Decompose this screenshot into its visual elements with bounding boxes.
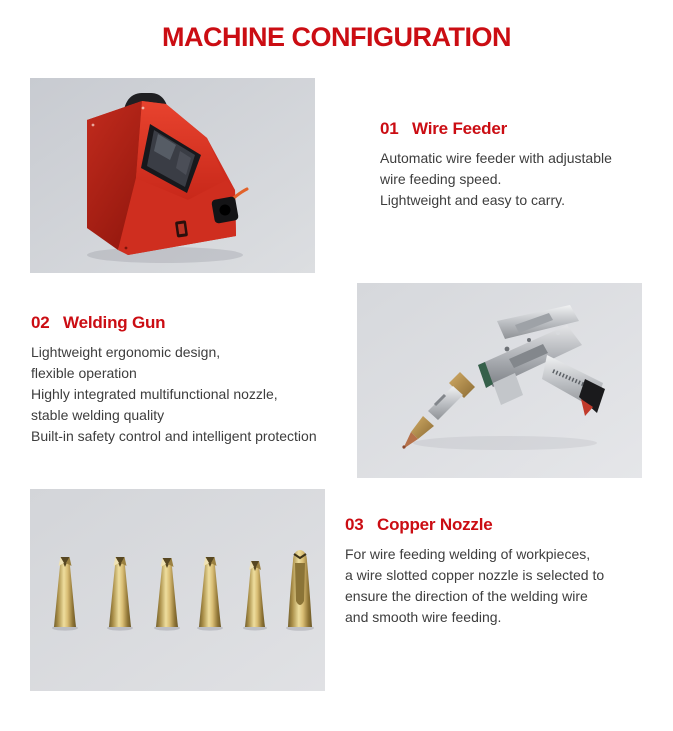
description-line: For wire feeding welding of workpieces, [345,546,591,562]
section-description [345,544,604,628]
wire-feeder-illustration [30,78,315,273]
section-heading-wire-feeder [380,118,612,140]
description-line: Built-in safety control and intelligent protection [31,428,317,444]
section-wire-feeder-text [380,118,612,211]
description-line: a wire slotted copper nozzle is selected to [345,567,605,583]
description-line: Lightweight ergonomic design, [31,344,221,360]
section-copper-nozzle-text [345,514,604,628]
section-name: Wire Feeder [412,119,508,138]
welding-gun-illustration [357,283,642,478]
description-line: Automatic wire feeder with adjustable [380,150,612,166]
section-heading-welding-gun [31,312,317,334]
section-description [31,342,317,447]
description-line: ensure the direction of the welding wire [345,588,588,604]
section-heading-copper-nozzle [345,514,604,536]
copper-nozzle-photo [30,489,325,691]
section-number: 01 [380,119,399,138]
section-welding-gun-text [31,312,317,447]
section-number: 02 [31,313,50,332]
description-line: Highly integrated multifunctional nozzle, [31,386,278,402]
section-description [380,148,612,211]
section-number: 03 [345,515,364,534]
description-line: Lightweight and easy to carry. [380,192,565,208]
description-line: flexible operation [31,365,137,381]
section-name: Welding Gun [63,313,166,332]
section-name: Copper Nozzle [377,515,493,534]
page-title: MACHINE CONFIGURATION [162,22,511,52]
copper-nozzle-illustration [30,489,325,691]
wire-feeder-photo [30,78,315,273]
welding-gun-photo [357,283,642,478]
description-line: stable welding quality [31,407,165,423]
description-line: wire feeding speed. [380,171,502,187]
description-line: and smooth wire feeding. [345,609,502,625]
